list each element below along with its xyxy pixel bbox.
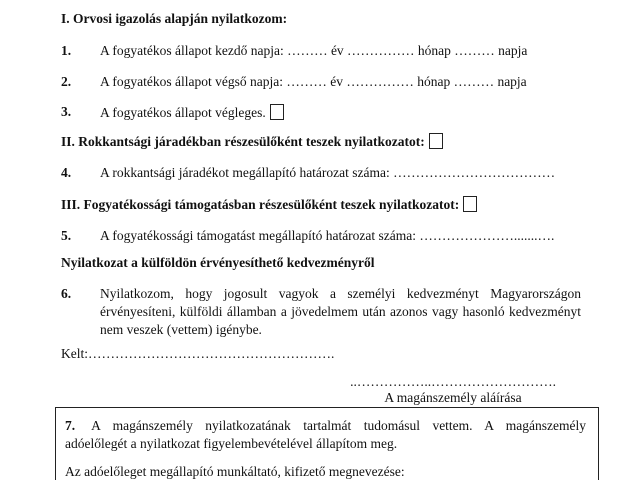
employer-acknowledgement-box	[55, 407, 599, 480]
section-3-heading-row	[61, 196, 477, 213]
signature-label: A magánszemély aláírása	[384, 390, 522, 405]
item-3-row	[100, 104, 284, 121]
signature-line[interactable]: ..……………..……………………….	[350, 374, 556, 389]
item-1-start-date: A fogyatékos állapot kezdő napja: ……… év …………… hónap ……… napja	[100, 43, 528, 58]
item-3-number: 3.	[61, 104, 72, 119]
item-4-decision-number: A rokkantsági járadékot megállapító határozat száma: ………………………………	[100, 165, 556, 180]
section-2-heading-row	[61, 133, 443, 150]
item-5-decision-number: A fogyatékossági támogatást megállapító határozat száma: ………………….......….	[100, 228, 555, 243]
item-6-line-3: nem veszek (vettem) igénybe.	[100, 322, 262, 337]
item-6-line-2: érvényesíteni, külföldi államban a jövedelmem után azonos vagy hasonló kedvezményt	[100, 304, 581, 319]
disability-annuity-checkbox[interactable]	[429, 133, 443, 149]
employer-name-label: Az adóelőleget megállapító munkáltató, kifizető megnevezése:	[65, 464, 405, 479]
box-7-line-2: adóelőlegét a nyilatkozat figyelembevételével állapítom meg.	[65, 436, 398, 451]
box-7-number: 7.	[65, 418, 76, 433]
disability-support-checkbox[interactable]	[463, 196, 477, 212]
item-2-number: 2.	[61, 74, 72, 89]
item-3-permanent-label: A fogyatékos állapot végleges.	[100, 105, 266, 120]
item-6-line-1: Nyilatkozom, hogy jogosult vagyok a személyi kedvezményt Magyarországon	[100, 286, 581, 301]
item-6-number: 6.	[61, 286, 72, 301]
section-1-heading: I. Orvosi igazolás alapján nyilatkozom:	[61, 11, 288, 26]
item-6-declaration	[100, 285, 581, 339]
section-3-heading: III. Fogyatékossági támogatásban részesülőként teszek nyilatkozatot:	[61, 197, 460, 212]
item-2-end-date: A fogyatékos állapot végső napja: ……… év …………… hónap ……… napja	[100, 74, 527, 89]
place-date-field[interactable]: Kelt:……………………………………………….	[61, 346, 335, 361]
item-4-number: 4.	[61, 165, 72, 180]
section-4-heading: Nyilatkozat a külföldön érvényesíthető kedvezményről	[61, 255, 375, 270]
permanent-checkbox[interactable]	[270, 104, 284, 120]
item-5-number: 5.	[61, 228, 72, 243]
section-2-heading: II. Rokkantsági járadékban részesülőként teszek nyilatkozatot:	[61, 134, 425, 149]
box-7-line-1	[65, 417, 586, 435]
item-1-number: 1.	[61, 43, 72, 58]
box-7-line-1-text: A magánszemély nyilatkozatának tartalmát tudomásul vettem. A magánszemély	[91, 418, 586, 433]
